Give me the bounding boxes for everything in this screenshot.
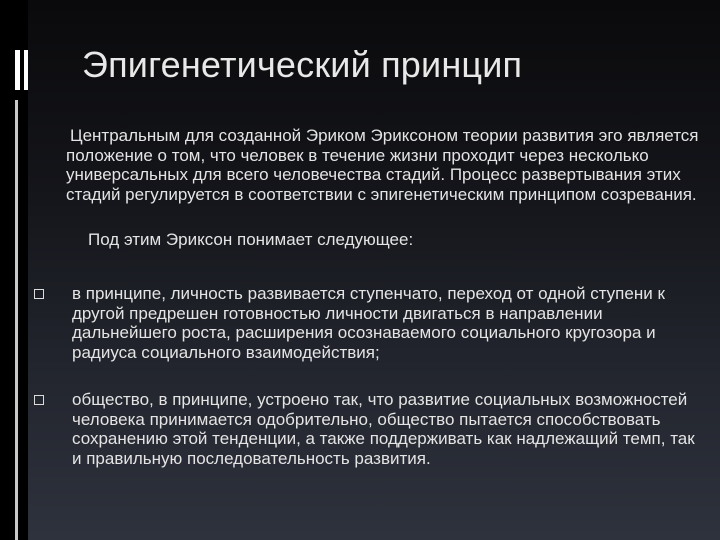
square-bullet-icon — [34, 289, 44, 299]
intro-subline: Под этим Эриксон понимает следующее: — [88, 230, 414, 249]
intro-paragraph: Центральным для созданной Эриком Эриксоном теории развития эго является положение о том, что человек в течение жизни проходит через несколько универсальных для всего человечества стадий. Процесс развертывания этих стадий регулируется в соответствии с эпигенетическим принципом созревания. — [66, 126, 699, 204]
decorative-edge-line — [15, 100, 18, 540]
decorative-bar — [15, 50, 20, 90]
decorative-bar — [24, 50, 28, 90]
square-bullet-icon — [34, 395, 44, 405]
bullet-text: общество, в принципе, устроено так, что развитие социальных возможностей человека принимается одобрительно, общество пытается способствовать сохранению этой тенденции, а также поддерживать как надлежащий темп, так и правильную последовательность развития. — [72, 390, 695, 468]
bullet-text: в принципе, личность развивается ступенчато, переход от одной ступени к другой предрешен готовностью личности двигаться в направлении дальнейшего роста, расширения осознаваемого социального кругозора и радиуса социального взаимодействия; — [72, 284, 665, 362]
slide-title: Эпигенетический принцип — [82, 44, 523, 85]
